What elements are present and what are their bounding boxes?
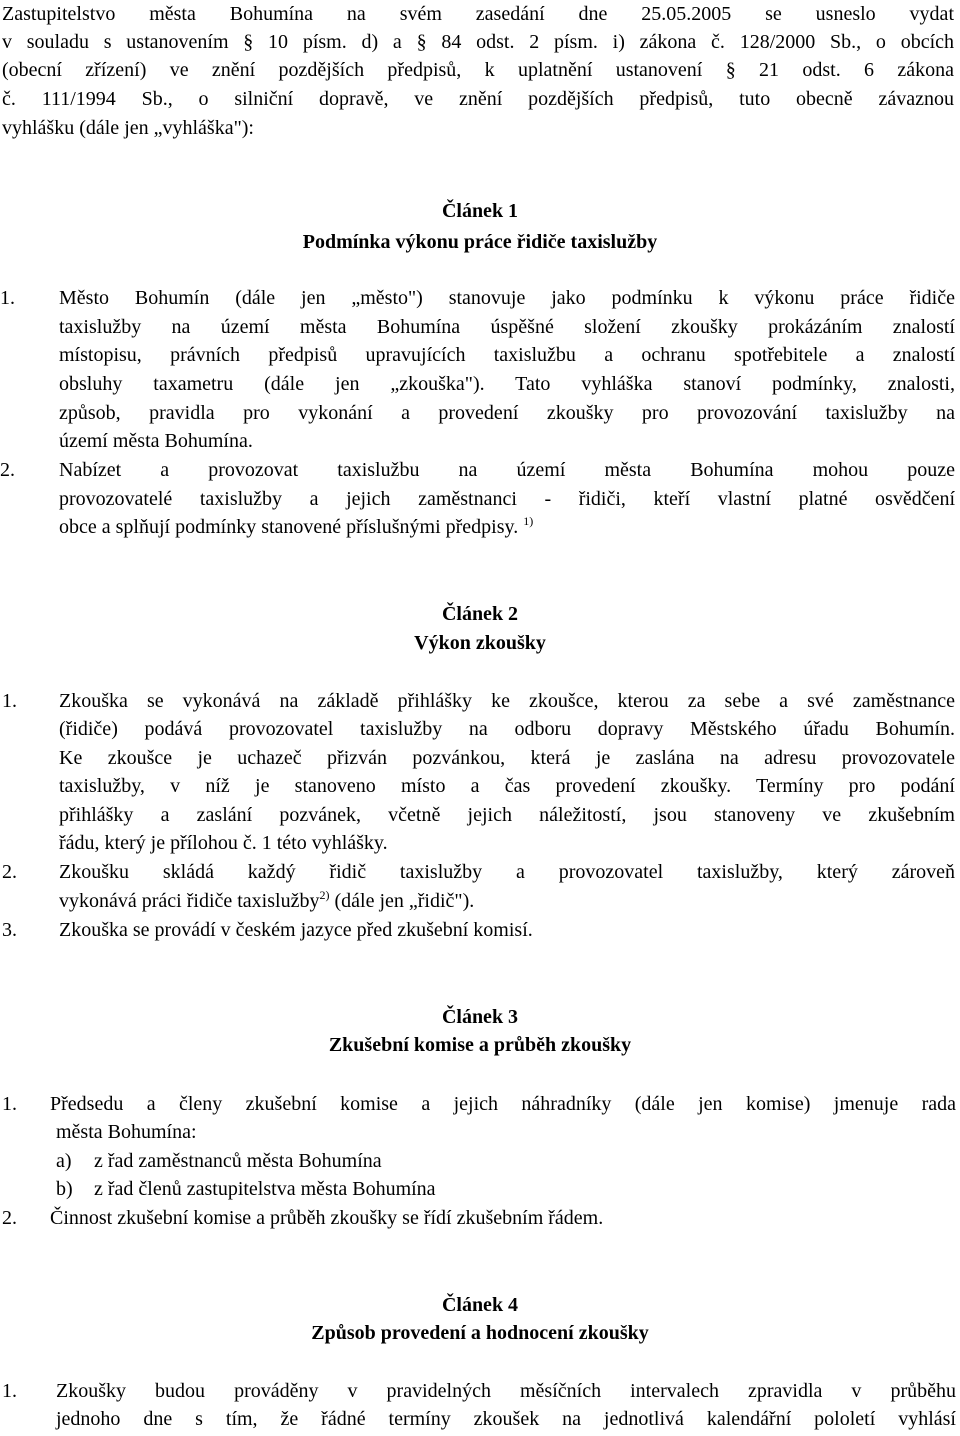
article-1-p1-line: Město Bohumín (dále jen „město") stanovuje jako podmínku k výkonu práce řidiče [59,287,955,309]
article-3-item-a-label: a) [56,1150,72,1172]
article-1-p1-line: obsluhy taxametru (dále jen „zkouška"). Tato vyhláška stanoví podmínky, znalosti, [59,373,955,395]
article-3-p1-line: města Bohumína: [56,1121,197,1143]
article-2-p2-line: (dále jen „řidič"). [329,890,475,912]
article-3-item-a-text: z řad zaměstnanců města Bohumína [94,1150,382,1172]
article-4-title: Způsob provedení a hodnocení zkoušky [311,1322,649,1344]
article-2-p1-line: taxislužby, v níž je stanoveno místo a čas provedení zkoušky. Termíny pro podání [59,775,955,797]
article-2-p1-number: 1. [2,690,17,712]
article-2-p1-line: (řidiče) podává provozovatel taxislužby na odboru dopravy Městského úřadu Bohumín. [59,718,955,740]
article-3-item-b-text: z řad členů zastupitelstva města Bohumína [94,1178,436,1200]
article-3-p2-number: 2. [2,1207,17,1229]
article-1-p2-line: Nabízet a provozovat taxislužbu na území města Bohumína mohou pouze [59,459,955,481]
article-4-p1-line: Zkoušky budou prováděny v pravidelných měsíčních intervalech zpravidla v průběhu [56,1380,956,1402]
article-1-p1-line: způsob, pravidla pro vykonání a provedení zkoušky pro provozování taxislužby na [59,402,955,424]
article-1-number: Článek 1 [441,200,519,222]
article-2-p2-number: 2. [2,861,17,883]
article-1-p1-line: taxislužby na území města Bohumína úspěšné složení zkoušky prokázáním znalostí [59,316,955,338]
article-1-p2-last-line [59,513,533,541]
footnote-ref-2: 2) [319,888,330,902]
intro-line: č. 111/1994 Sb., o silniční dopravě, ve znění pozdějších předpisů, tuto obecně závaznou [2,88,954,110]
article-4-number: Článek 4 [441,1294,519,1316]
article-3-p1-number: 1. [2,1093,17,1115]
article-2-p2-last-line [59,887,474,915]
article-2-p1-line: Zkouška se vykonává na základě přihlášky ke zkoušce, kterou za sebe a své zaměstnance [59,690,955,712]
article-2-p1-line: Ke zkoušce je uchazeč přizván pozvánkou, která je zaslána na adresu provozovatele [59,747,955,769]
article-2-p3-line: Zkouška se provádí v českém jazyce před zkušební komisí. [59,919,533,941]
article-2-p1-line: řádu, který je přílohou č. 1 této vyhlášky. [59,832,388,854]
article-1-p2-number: 2. [0,459,15,481]
article-2-p3-number: 3. [2,919,17,941]
article-1-p2-line: provozovatelé taxislužby a jejich zaměstnanci - řidiči, kteří vlastní platné osvědčení [59,488,955,510]
article-1-title: Podmínka výkonu práce řidiče taxislužby [302,231,658,253]
article-3-title: Zkušební komise a průběh zkoušky [328,1034,632,1056]
article-2-number: Článek 2 [441,603,519,625]
article-4-p1-number: 1. [2,1380,17,1402]
intro-line: Zastupitelstvo města Bohumína na svém zasedání dne 25.05.2005 se usneslo vydat [2,3,954,25]
article-1-p1-line: území města Bohumína. [59,430,253,452]
article-2-p1-line: přihlášky a zaslání pozvánek, včetně jejich náležitostí, jsou stanoveny ve zkušebním [59,804,955,826]
article-2-p2-line: vykonává práci řidiče taxislužby [59,890,320,912]
article-1-p1-line: místopisu, právních předpisů upravujících taxislužbu a ochranu spotřebitele a znalostí [59,344,955,366]
intro-line: vyhlášku (dále jen „vyhláška"): [2,117,254,139]
article-3-item-b-label: b) [56,1178,73,1200]
article-1-p1-number: 1. [0,287,15,309]
footnote-ref-1: 1) [523,514,534,528]
article-4-p1-line: jednoho dne s tím, že řádné termíny zkoušek na jednotlivá kalendářní pololetí vyhlásí [56,1408,956,1430]
article-2-p2-line: Zkoušku skládá každý řidič taxislužby a provozovatel taxislužby, který zároveň [59,861,955,883]
article-3-p1-line: Předsedu a členy zkušební komise a jejich náhradníky (dále jen komise) jmenuje rada [50,1093,956,1115]
article-3-p2-line: Činnost zkušební komise a průběh zkoušky se řídí zkušebním řádem. [50,1207,604,1229]
article-2-title: Výkon zkoušky [414,632,546,654]
intro-line: (obecní zřízení) ve znění pozdějších předpisů, k uplatnění ustanovení § 21 odst. 6 zákona [2,59,954,81]
article-1-p2-line: obce a splňují podmínky stanovené příslušnými předpisy. [59,516,519,538]
article-3-number: Článek 3 [441,1006,519,1028]
intro-line: v souladu s ustanovením § 10 písm. d) a § 84 odst. 2 písm. i) zákona č. 128/2000 Sb., o obcích [2,31,954,53]
